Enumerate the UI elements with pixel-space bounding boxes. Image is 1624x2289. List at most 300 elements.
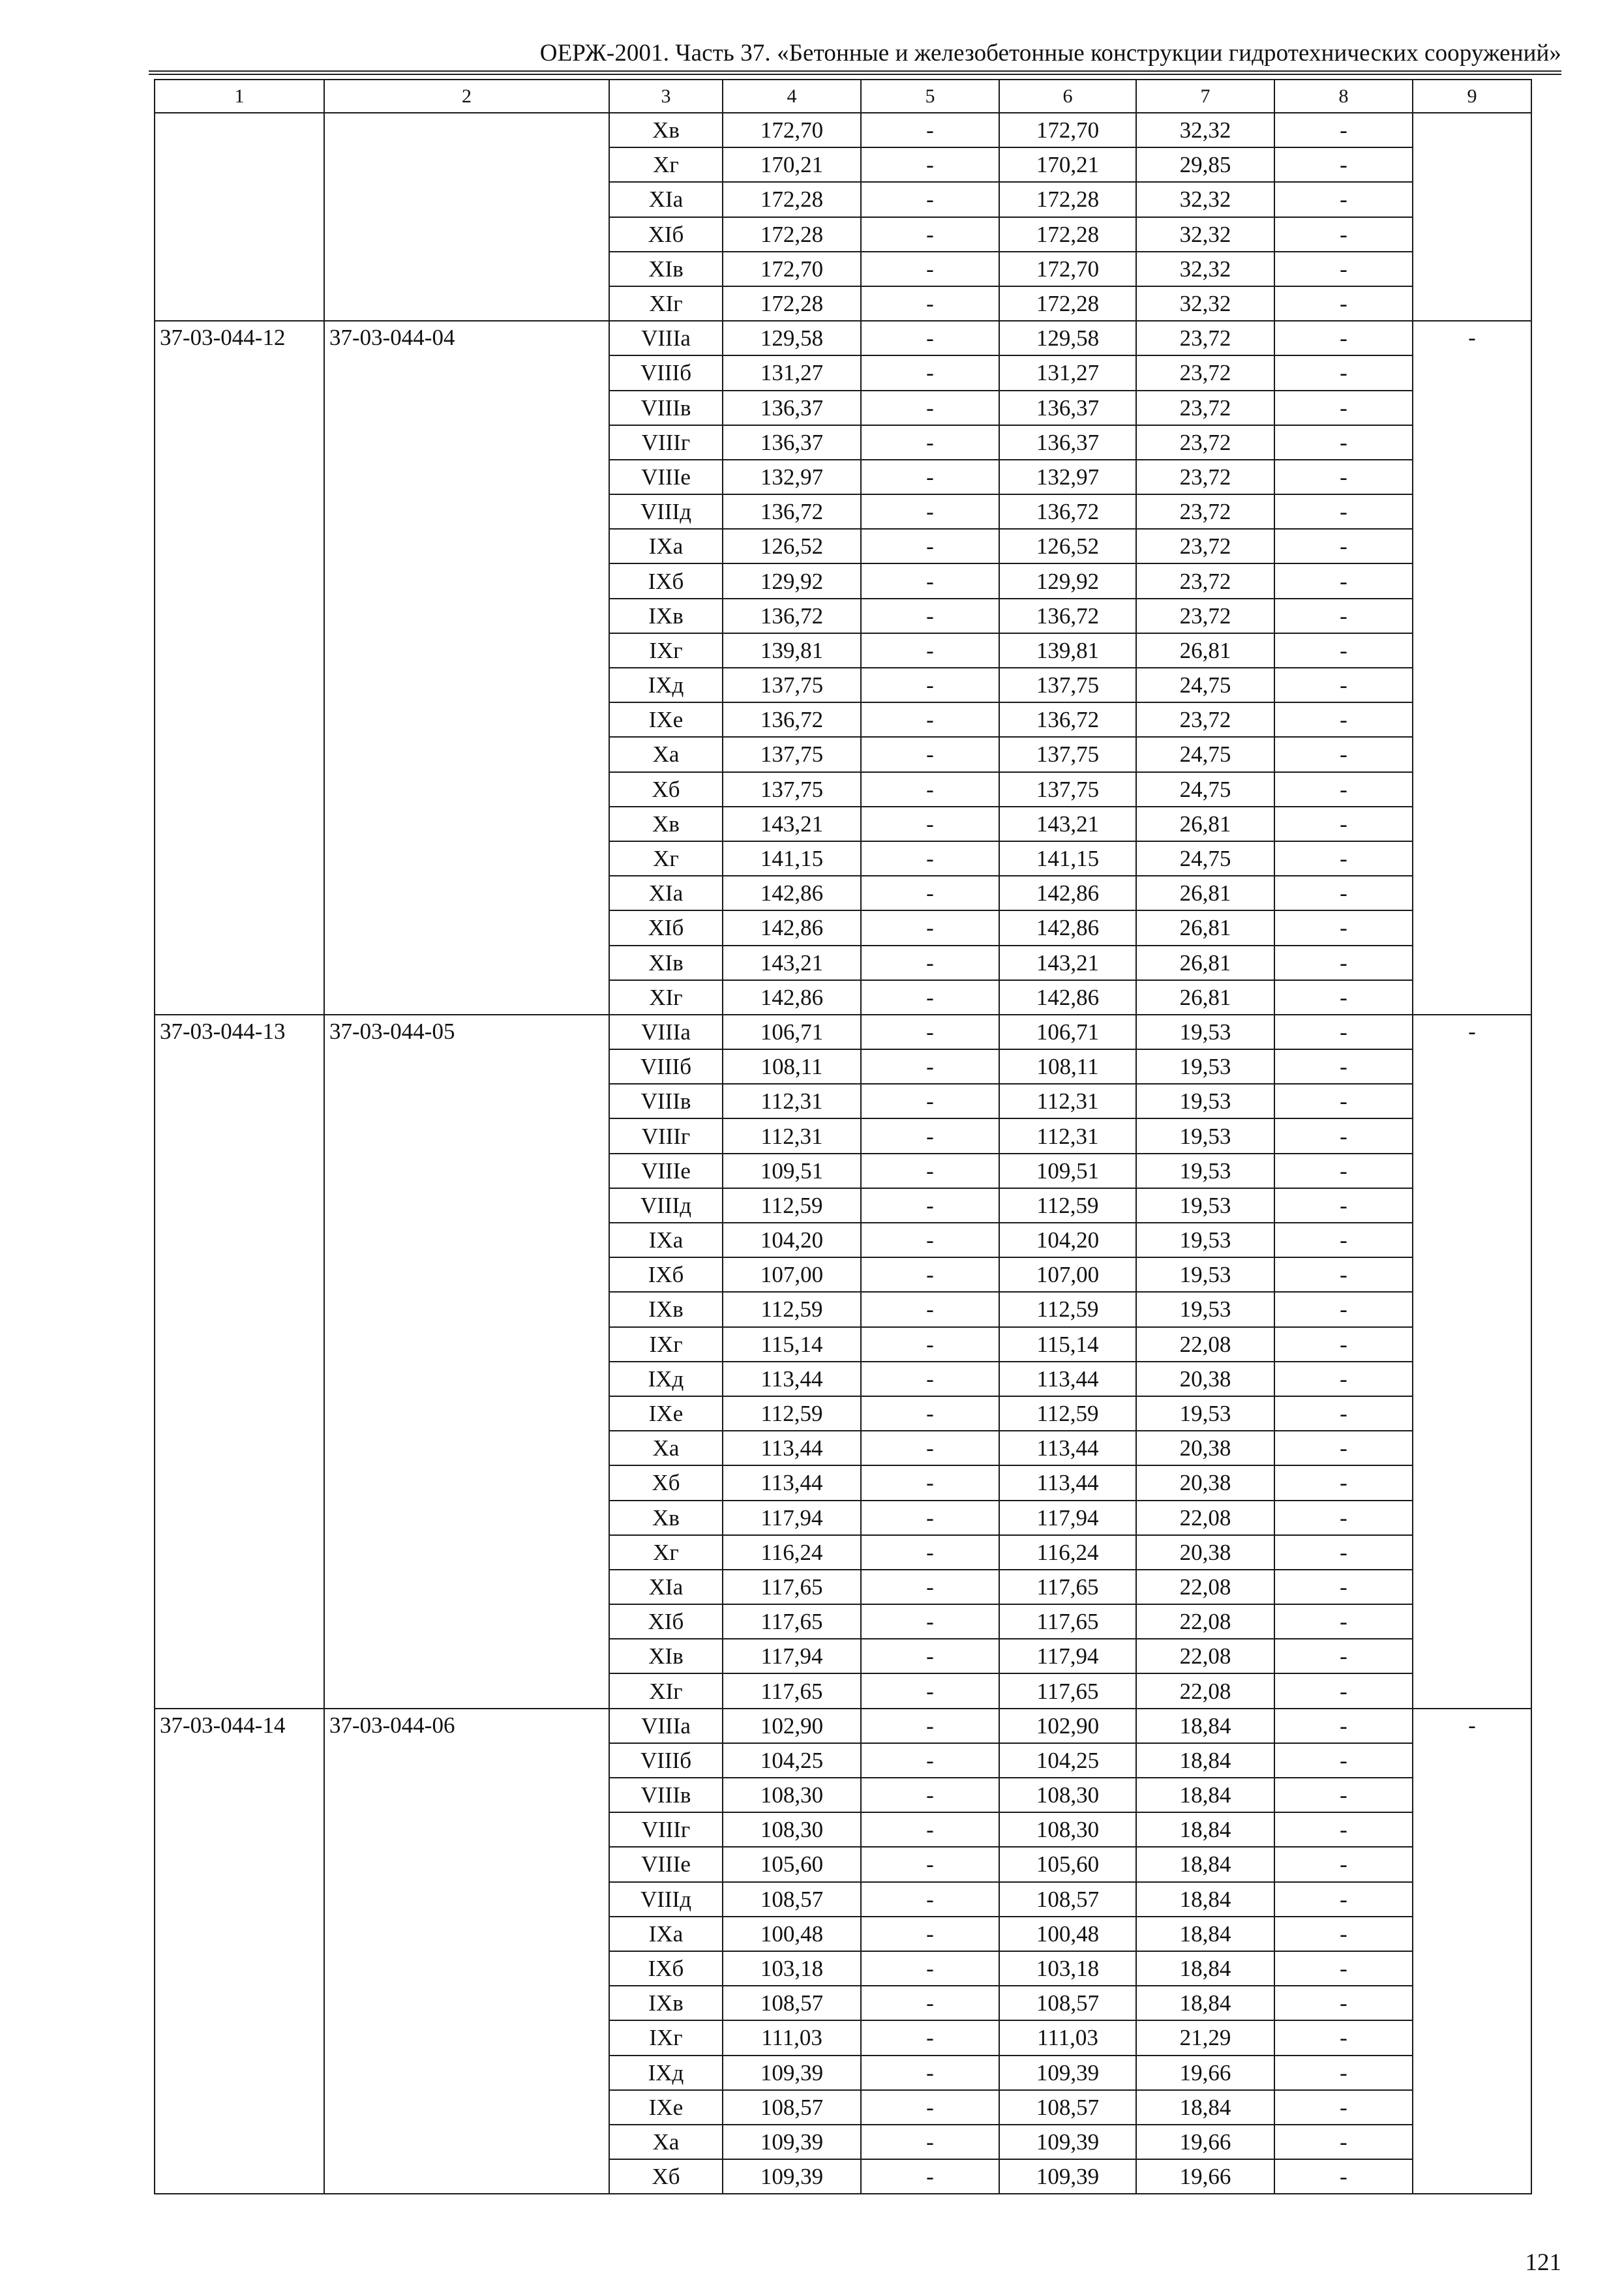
col4-cell: 172,28 bbox=[723, 286, 861, 321]
class-cell: XIв bbox=[609, 1639, 723, 1673]
col6-cell: 112,31 bbox=[999, 1118, 1136, 1153]
class-cell: VIIIг bbox=[609, 425, 723, 460]
class-cell: Xг bbox=[609, 1535, 723, 1570]
col4-cell: 142,86 bbox=[723, 980, 861, 1015]
col6-cell: 143,21 bbox=[999, 946, 1136, 980]
column-header-8: 8 bbox=[1274, 80, 1413, 113]
col6-cell: 112,59 bbox=[999, 1188, 1136, 1223]
col6-cell: 112,59 bbox=[999, 1396, 1136, 1431]
col5-cell: - bbox=[861, 1709, 999, 1743]
col5-cell: - bbox=[861, 1154, 999, 1188]
column-header-4: 4 bbox=[723, 80, 861, 113]
col7-cell: 23,72 bbox=[1136, 702, 1274, 737]
reference-code-cell bbox=[324, 113, 609, 321]
class-cell: XIг bbox=[609, 1673, 723, 1708]
class-cell: XIб bbox=[609, 217, 723, 252]
col4-cell: 105,60 bbox=[723, 1847, 861, 1881]
col5-cell: - bbox=[861, 1986, 999, 2020]
col7-cell: 19,53 bbox=[1136, 1396, 1274, 1431]
col4-cell: 129,92 bbox=[723, 563, 861, 598]
col5-cell: - bbox=[861, 391, 999, 425]
col8-cell: - bbox=[1274, 182, 1413, 217]
col8-cell: - bbox=[1274, 910, 1413, 945]
col6-cell: 111,03 bbox=[999, 2020, 1136, 2055]
col7-cell: 19,53 bbox=[1136, 1292, 1274, 1326]
class-cell: IXг bbox=[609, 633, 723, 668]
class-cell: IXг bbox=[609, 2020, 723, 2055]
col4-cell: 172,70 bbox=[723, 113, 861, 147]
col6-cell: 142,86 bbox=[999, 876, 1136, 910]
col9-cell: - bbox=[1413, 1709, 1531, 2194]
col8-cell: - bbox=[1274, 1917, 1413, 1951]
class-cell: IXе bbox=[609, 1396, 723, 1431]
col5-cell: - bbox=[861, 182, 999, 217]
col5-cell: - bbox=[861, 1570, 999, 1604]
col4-cell: 109,39 bbox=[723, 2056, 861, 2090]
col5-cell: - bbox=[861, 1118, 999, 1153]
col8-cell: - bbox=[1274, 633, 1413, 668]
col7-cell: 23,72 bbox=[1136, 599, 1274, 633]
col4-cell: 113,44 bbox=[723, 1362, 861, 1396]
col8-cell: - bbox=[1274, 1257, 1413, 1292]
col8-cell: - bbox=[1274, 876, 1413, 910]
col7-cell: 26,81 bbox=[1136, 980, 1274, 1015]
col7-cell: 22,08 bbox=[1136, 1604, 1274, 1639]
col8-cell: - bbox=[1274, 1015, 1413, 1049]
col7-cell: 29,85 bbox=[1136, 147, 1274, 182]
class-cell: VIIIд bbox=[609, 494, 723, 529]
class-cell: Xг bbox=[609, 147, 723, 182]
col5-cell: - bbox=[861, 1639, 999, 1673]
col4-cell: 137,75 bbox=[723, 668, 861, 702]
col7-cell: 23,72 bbox=[1136, 529, 1274, 563]
col6-cell: 108,11 bbox=[999, 1049, 1136, 1084]
class-cell: XIг bbox=[609, 286, 723, 321]
class-cell: Xв bbox=[609, 807, 723, 841]
col6-cell: 137,75 bbox=[999, 737, 1136, 771]
col8-cell: - bbox=[1274, 1604, 1413, 1639]
class-cell: VIIIв bbox=[609, 1778, 723, 1812]
class-cell: Xа bbox=[609, 737, 723, 771]
class-cell: IXв bbox=[609, 1292, 723, 1326]
class-cell: Xб bbox=[609, 772, 723, 807]
col6-cell: 139,81 bbox=[999, 633, 1136, 668]
col5-cell: - bbox=[861, 1812, 999, 1847]
col5-cell: - bbox=[861, 910, 999, 945]
class-cell: IXб bbox=[609, 1257, 723, 1292]
rates-table-body bbox=[155, 80, 1531, 2194]
table-row bbox=[155, 113, 1531, 147]
col6-cell: 117,65 bbox=[999, 1570, 1136, 1604]
col4-cell: 111,03 bbox=[723, 2020, 861, 2055]
col4-cell: 108,30 bbox=[723, 1778, 861, 1812]
col8-cell: - bbox=[1274, 668, 1413, 702]
col6-cell: 131,27 bbox=[999, 355, 1136, 390]
col4-cell: 102,90 bbox=[723, 1709, 861, 1743]
col5-cell: - bbox=[861, 1778, 999, 1812]
col8-cell: - bbox=[1274, 2090, 1413, 2125]
col8-cell: - bbox=[1274, 1501, 1413, 1535]
class-cell: VIIIв bbox=[609, 1084, 723, 1118]
col6-cell: 100,48 bbox=[999, 1917, 1136, 1951]
col6-cell: 109,39 bbox=[999, 2159, 1136, 2194]
col4-cell: 100,48 bbox=[723, 1917, 861, 1951]
table-row bbox=[155, 1015, 1531, 1049]
col6-cell: 117,94 bbox=[999, 1501, 1136, 1535]
col5-cell: - bbox=[861, 1847, 999, 1881]
class-cell: VIIIа bbox=[609, 1015, 723, 1049]
col4-cell: 117,65 bbox=[723, 1604, 861, 1639]
class-cell: VIIIг bbox=[609, 1118, 723, 1153]
col5-cell: - bbox=[861, 807, 999, 841]
col7-cell: 20,38 bbox=[1136, 1465, 1274, 1500]
class-cell: VIIIб bbox=[609, 1049, 723, 1084]
col6-cell: 172,70 bbox=[999, 252, 1136, 286]
class-cell: IXб bbox=[609, 563, 723, 598]
col6-cell: 136,37 bbox=[999, 425, 1136, 460]
col7-cell: 22,08 bbox=[1136, 1327, 1274, 1362]
class-cell: IXа bbox=[609, 1917, 723, 1951]
class-cell: VIIIб bbox=[609, 1743, 723, 1778]
class-cell: VIIIа bbox=[609, 321, 723, 355]
col8-cell: - bbox=[1274, 1431, 1413, 1465]
col7-cell: 32,32 bbox=[1136, 182, 1274, 217]
col8-cell: - bbox=[1274, 599, 1413, 633]
class-cell: VIIIг bbox=[609, 1812, 723, 1847]
col7-cell: 26,81 bbox=[1136, 876, 1274, 910]
col7-cell: 24,75 bbox=[1136, 772, 1274, 807]
class-cell: Xа bbox=[609, 2125, 723, 2159]
col4-cell: 172,70 bbox=[723, 252, 861, 286]
col7-cell: 18,84 bbox=[1136, 1917, 1274, 1951]
col4-cell: 112,31 bbox=[723, 1084, 861, 1118]
class-cell: Xб bbox=[609, 1465, 723, 1500]
column-header-2: 2 bbox=[324, 80, 609, 113]
col8-cell: - bbox=[1274, 1986, 1413, 2020]
col6-cell: 115,14 bbox=[999, 1327, 1136, 1362]
col6-cell: 172,70 bbox=[999, 113, 1136, 147]
col5-cell: - bbox=[861, 1917, 999, 1951]
col4-cell: 136,72 bbox=[723, 702, 861, 737]
col4-cell: 170,21 bbox=[723, 147, 861, 182]
col8-cell: - bbox=[1274, 147, 1413, 182]
rate-code-cell: 37-03-044-13 bbox=[155, 1015, 324, 1709]
col7-cell: 23,72 bbox=[1136, 321, 1274, 355]
col7-cell: 19,53 bbox=[1136, 1188, 1274, 1223]
col4-cell: 137,75 bbox=[723, 772, 861, 807]
col6-cell: 142,86 bbox=[999, 980, 1136, 1015]
col8-cell: - bbox=[1274, 529, 1413, 563]
col8-cell: - bbox=[1274, 1639, 1413, 1673]
col4-cell: 109,39 bbox=[723, 2125, 861, 2159]
class-cell: XIв bbox=[609, 252, 723, 286]
table-row bbox=[155, 1709, 1531, 1743]
col4-cell: 117,94 bbox=[723, 1639, 861, 1673]
col8-cell: - bbox=[1274, 563, 1413, 598]
col7-cell: 32,32 bbox=[1136, 217, 1274, 252]
col8-cell: - bbox=[1274, 1743, 1413, 1778]
col5-cell: - bbox=[861, 1882, 999, 1917]
col5-cell: - bbox=[861, 841, 999, 876]
col7-cell: 26,81 bbox=[1136, 807, 1274, 841]
col7-cell: 19,66 bbox=[1136, 2125, 1274, 2159]
class-cell: IXд bbox=[609, 668, 723, 702]
col4-cell: 129,58 bbox=[723, 321, 861, 355]
col4-cell: 117,94 bbox=[723, 1501, 861, 1535]
class-cell: VIIIв bbox=[609, 391, 723, 425]
col4-cell: 143,21 bbox=[723, 807, 861, 841]
column-header-9: 9 bbox=[1413, 80, 1531, 113]
class-cell: VIIIе bbox=[609, 460, 723, 494]
col7-cell: 21,29 bbox=[1136, 2020, 1274, 2055]
col4-cell: 112,59 bbox=[723, 1188, 861, 1223]
page-header-title: ОЕРЖ-2001. Часть 37. «Бетонные и железобетонные конструкции гидротехнических сооружений» bbox=[539, 40, 1561, 67]
col8-cell: - bbox=[1274, 2020, 1413, 2055]
col5-cell: - bbox=[861, 1535, 999, 1570]
col4-cell: 142,86 bbox=[723, 876, 861, 910]
col8-cell: - bbox=[1274, 2056, 1413, 2090]
col6-cell: 108,30 bbox=[999, 1778, 1136, 1812]
col6-cell: 137,75 bbox=[999, 668, 1136, 702]
col6-cell: 117,65 bbox=[999, 1673, 1136, 1708]
col5-cell: - bbox=[861, 702, 999, 737]
col8-cell: - bbox=[1274, 1847, 1413, 1881]
col4-cell: 107,00 bbox=[723, 1257, 861, 1292]
class-cell: VIIIд bbox=[609, 1882, 723, 1917]
rates-table bbox=[154, 79, 1532, 2194]
reference-code-cell: 37-03-044-06 bbox=[324, 1709, 609, 2194]
page-number: 121 bbox=[1525, 2249, 1561, 2276]
col7-cell: 23,72 bbox=[1136, 355, 1274, 390]
col6-cell: 102,90 bbox=[999, 1709, 1136, 1743]
col6-cell: 108,57 bbox=[999, 1882, 1136, 1917]
col4-cell: 112,59 bbox=[723, 1292, 861, 1326]
col8-cell: - bbox=[1274, 391, 1413, 425]
col8-cell: - bbox=[1274, 980, 1413, 1015]
col7-cell: 18,84 bbox=[1136, 1778, 1274, 1812]
col8-cell: - bbox=[1274, 1709, 1413, 1743]
col5-cell: - bbox=[861, 1015, 999, 1049]
col4-cell: 113,44 bbox=[723, 1431, 861, 1465]
col6-cell: 129,58 bbox=[999, 321, 1136, 355]
col5-cell: - bbox=[861, 355, 999, 390]
col8-cell: - bbox=[1274, 1396, 1413, 1431]
col8-cell: - bbox=[1274, 1951, 1413, 1986]
col4-cell: 126,52 bbox=[723, 529, 861, 563]
col7-cell: 19,53 bbox=[1136, 1118, 1274, 1153]
col4-cell: 109,51 bbox=[723, 1154, 861, 1188]
col5-cell: - bbox=[861, 1188, 999, 1223]
col6-cell: 108,30 bbox=[999, 1812, 1136, 1847]
class-cell: XIв bbox=[609, 946, 723, 980]
col6-cell: 129,92 bbox=[999, 563, 1136, 598]
col6-cell: 106,71 bbox=[999, 1015, 1136, 1049]
col7-cell: 18,84 bbox=[1136, 1847, 1274, 1881]
col6-cell: 136,72 bbox=[999, 702, 1136, 737]
col8-cell: - bbox=[1274, 1362, 1413, 1396]
col4-cell: 117,65 bbox=[723, 1673, 861, 1708]
col7-cell: 18,84 bbox=[1136, 1951, 1274, 1986]
col8-cell: - bbox=[1274, 494, 1413, 529]
col6-cell: 132,97 bbox=[999, 460, 1136, 494]
class-cell: IXб bbox=[609, 1951, 723, 1986]
col4-cell: 108,57 bbox=[723, 1986, 861, 2020]
col7-cell: 18,84 bbox=[1136, 1986, 1274, 2020]
col8-cell: - bbox=[1274, 1154, 1413, 1188]
col7-cell: 19,53 bbox=[1136, 1015, 1274, 1049]
col7-cell: 20,38 bbox=[1136, 1431, 1274, 1465]
class-cell: XIа bbox=[609, 1570, 723, 1604]
col5-cell: - bbox=[861, 980, 999, 1015]
col5-cell: - bbox=[861, 2125, 999, 2159]
col8-cell: - bbox=[1274, 702, 1413, 737]
col7-cell: 18,84 bbox=[1136, 1812, 1274, 1847]
class-cell: Xа bbox=[609, 1431, 723, 1465]
col7-cell: 20,38 bbox=[1136, 1362, 1274, 1396]
col8-cell: - bbox=[1274, 1465, 1413, 1500]
col5-cell: - bbox=[861, 2090, 999, 2125]
col6-cell: 107,00 bbox=[999, 1257, 1136, 1292]
col5-cell: - bbox=[861, 494, 999, 529]
col8-cell: - bbox=[1274, 1223, 1413, 1257]
col5-cell: - bbox=[861, 1431, 999, 1465]
col8-cell: - bbox=[1274, 252, 1413, 286]
col5-cell: - bbox=[861, 1743, 999, 1778]
col7-cell: 19,66 bbox=[1136, 2159, 1274, 2194]
col5-cell: - bbox=[861, 1396, 999, 1431]
col7-cell: 20,38 bbox=[1136, 1535, 1274, 1570]
col4-cell: 136,37 bbox=[723, 391, 861, 425]
col6-cell: 116,24 bbox=[999, 1535, 1136, 1570]
col4-cell: 136,37 bbox=[723, 425, 861, 460]
col8-cell: - bbox=[1274, 1292, 1413, 1326]
class-cell: IXв bbox=[609, 599, 723, 633]
col7-cell: 18,84 bbox=[1136, 1743, 1274, 1778]
col6-cell: 172,28 bbox=[999, 182, 1136, 217]
col7-cell: 23,72 bbox=[1136, 460, 1274, 494]
col6-cell: 113,44 bbox=[999, 1362, 1136, 1396]
class-cell: IXе bbox=[609, 2090, 723, 2125]
col4-cell: 103,18 bbox=[723, 1951, 861, 1986]
col7-cell: 32,32 bbox=[1136, 286, 1274, 321]
class-cell: XIг bbox=[609, 980, 723, 1015]
col5-cell: - bbox=[861, 252, 999, 286]
class-cell: VIIIе bbox=[609, 1154, 723, 1188]
class-cell: IXа bbox=[609, 529, 723, 563]
col9-cell: - bbox=[1413, 1015, 1531, 1709]
col4-cell: 108,30 bbox=[723, 1812, 861, 1847]
col4-cell: 109,39 bbox=[723, 2159, 861, 2194]
col4-cell: 113,44 bbox=[723, 1465, 861, 1500]
col5-cell: - bbox=[861, 147, 999, 182]
col4-cell: 172,28 bbox=[723, 217, 861, 252]
column-header-6: 6 bbox=[999, 80, 1136, 113]
col7-cell: 26,81 bbox=[1136, 946, 1274, 980]
col8-cell: - bbox=[1274, 1118, 1413, 1153]
col5-cell: - bbox=[861, 1292, 999, 1326]
col6-cell: 109,39 bbox=[999, 2056, 1136, 2090]
col5-cell: - bbox=[861, 876, 999, 910]
col6-cell: 136,72 bbox=[999, 494, 1136, 529]
col7-cell: 19,53 bbox=[1136, 1154, 1274, 1188]
class-cell: Xв bbox=[609, 113, 723, 147]
col4-cell: 112,31 bbox=[723, 1118, 861, 1153]
col7-cell: 19,66 bbox=[1136, 2056, 1274, 2090]
col9-cell: - bbox=[1413, 321, 1531, 1015]
col4-cell: 108,11 bbox=[723, 1049, 861, 1084]
col8-cell: - bbox=[1274, 1188, 1413, 1223]
col5-cell: - bbox=[861, 1084, 999, 1118]
col5-cell: - bbox=[861, 1257, 999, 1292]
col4-cell: 139,81 bbox=[723, 633, 861, 668]
class-cell: XIа bbox=[609, 876, 723, 910]
rate-code-cell: 37-03-044-14 bbox=[155, 1709, 324, 2194]
col6-cell: 112,31 bbox=[999, 1084, 1136, 1118]
col5-cell: - bbox=[861, 460, 999, 494]
col5-cell: - bbox=[861, 1327, 999, 1362]
col7-cell: 19,53 bbox=[1136, 1223, 1274, 1257]
col4-cell: 142,86 bbox=[723, 910, 861, 945]
rate-code-cell: 37-03-044-12 bbox=[155, 321, 324, 1015]
col5-cell: - bbox=[861, 1501, 999, 1535]
col7-cell: 23,72 bbox=[1136, 563, 1274, 598]
col4-cell: 108,57 bbox=[723, 1882, 861, 1917]
col6-cell: 109,39 bbox=[999, 2125, 1136, 2159]
col6-cell: 143,21 bbox=[999, 807, 1136, 841]
header-rule bbox=[149, 70, 1561, 72]
col7-cell: 19,53 bbox=[1136, 1049, 1274, 1084]
col5-cell: - bbox=[861, 1223, 999, 1257]
col6-cell: 103,18 bbox=[999, 1951, 1136, 1986]
col7-cell: 23,72 bbox=[1136, 425, 1274, 460]
col6-cell: 141,15 bbox=[999, 841, 1136, 876]
col4-cell: 137,75 bbox=[723, 737, 861, 771]
col8-cell: - bbox=[1274, 772, 1413, 807]
rate-code-cell bbox=[155, 113, 324, 321]
reference-code-cell: 37-03-044-05 bbox=[324, 1015, 609, 1709]
col8-cell: - bbox=[1274, 1327, 1413, 1362]
col5-cell: - bbox=[861, 772, 999, 807]
col8-cell: - bbox=[1274, 1882, 1413, 1917]
column-header-5: 5 bbox=[861, 80, 999, 113]
col8-cell: - bbox=[1274, 2159, 1413, 2194]
col6-cell: 172,28 bbox=[999, 286, 1136, 321]
col7-cell: 19,53 bbox=[1136, 1084, 1274, 1118]
col7-cell: 22,08 bbox=[1136, 1639, 1274, 1673]
col4-cell: 104,25 bbox=[723, 1743, 861, 1778]
column-header-3: 3 bbox=[609, 80, 723, 113]
col5-cell: - bbox=[861, 737, 999, 771]
col5-cell: - bbox=[861, 321, 999, 355]
col7-cell: 22,08 bbox=[1136, 1673, 1274, 1708]
col5-cell: - bbox=[861, 599, 999, 633]
col6-cell: 126,52 bbox=[999, 529, 1136, 563]
col6-cell: 136,72 bbox=[999, 599, 1136, 633]
col7-cell: 32,32 bbox=[1136, 113, 1274, 147]
col5-cell: - bbox=[861, 2159, 999, 2194]
col4-cell: 106,71 bbox=[723, 1015, 861, 1049]
class-cell: VIIIа bbox=[609, 1709, 723, 1743]
col8-cell: - bbox=[1274, 841, 1413, 876]
col7-cell: 24,75 bbox=[1136, 737, 1274, 771]
col4-cell: 131,27 bbox=[723, 355, 861, 390]
col4-cell: 141,15 bbox=[723, 841, 861, 876]
col7-cell: 24,75 bbox=[1136, 668, 1274, 702]
table-row bbox=[155, 321, 1531, 355]
col8-cell: - bbox=[1274, 1084, 1413, 1118]
col6-cell: 105,60 bbox=[999, 1847, 1136, 1881]
col7-cell: 18,84 bbox=[1136, 1882, 1274, 1917]
